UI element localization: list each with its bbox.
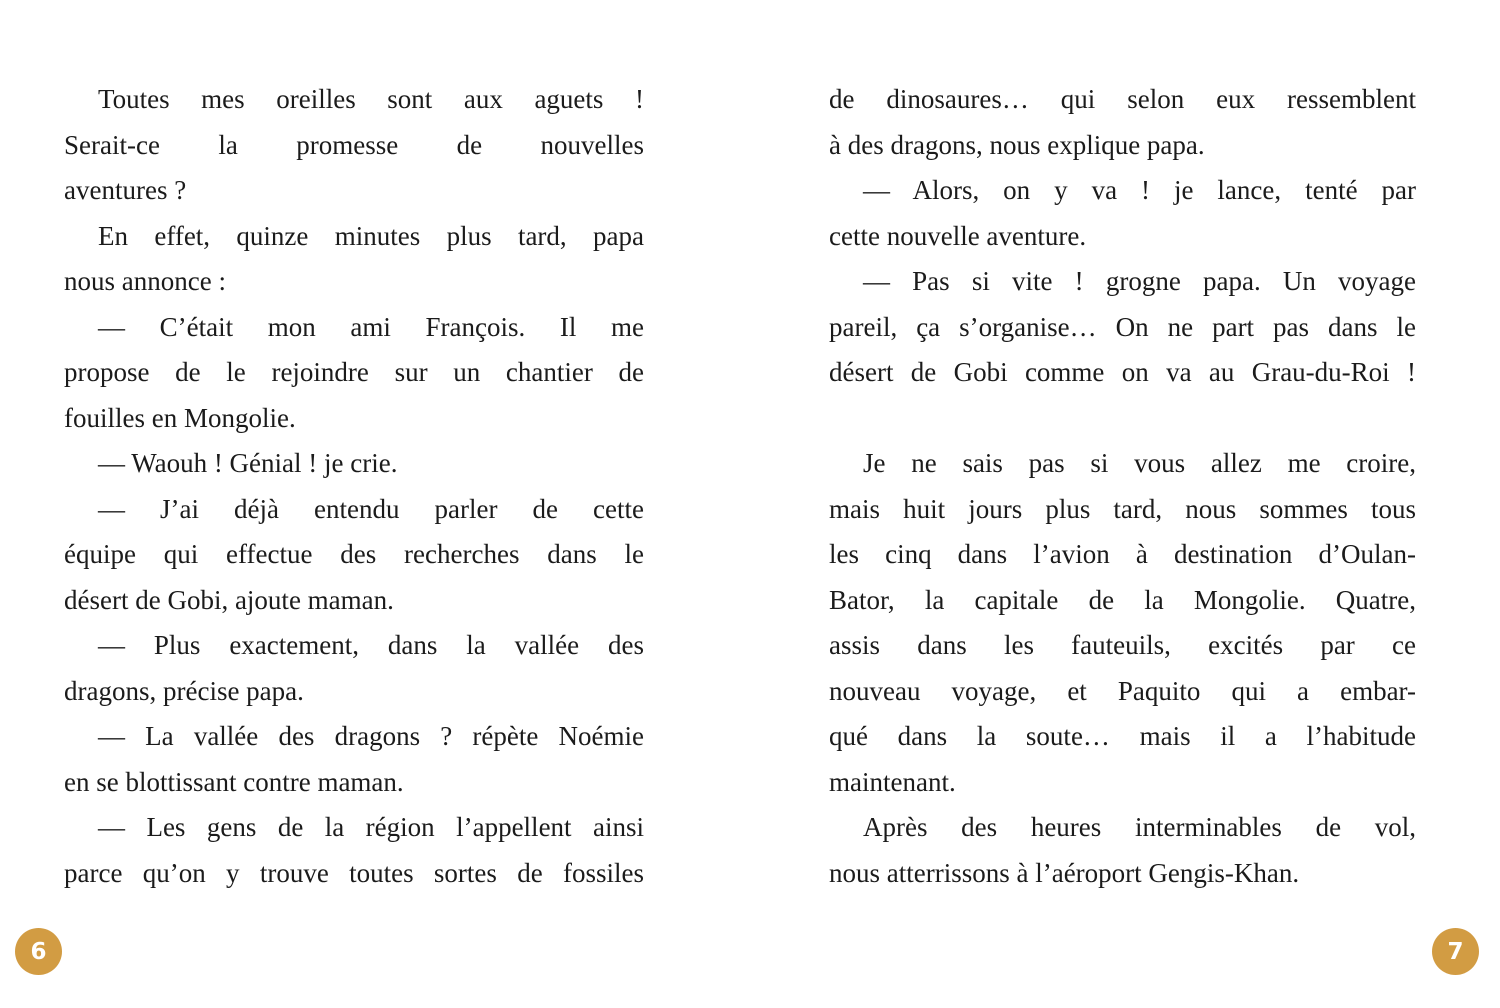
text-line: — Alors, on y va ! je lance, tenté par — [863, 175, 1416, 205]
text-line: désert de Gobi comme on va au Grau-du-Roi ! — [829, 357, 1416, 387]
text-line: — C’était mon ami François. Il me — [98, 311, 644, 342]
text-line: assis dans les fauteuils, excités par ce — [829, 630, 1416, 660]
text-line: Après des heures interminables de vol, — [863, 812, 1416, 842]
right-page-text — [829, 77, 1416, 896]
text-line: parce qu’on y trouve toutes sortes de fossiles — [64, 857, 644, 888]
text-line: — Plus exactement, dans la vallée des — [98, 630, 644, 660]
text-line: aventures ? — [64, 175, 187, 205]
text-line: qué dans la soute… mais il a l’habitude — [829, 721, 1416, 751]
text-line: cette nouvelle aventure. — [829, 220, 1087, 251]
text-line: de dinosaures… qui selon eux ressemblent — [829, 84, 1416, 114]
text-line: nous annonce : — [64, 266, 226, 296]
text-line: En effet, quinze minutes plus tard, papa — [98, 220, 644, 251]
text-line: propose de le rejoindre sur un chantier de — [64, 357, 644, 387]
page-number-right — [1432, 928, 1479, 975]
text-line: Bator, la capitale de la Mongolie. Quatre, — [829, 584, 1416, 615]
text-line: maintenant. — [829, 766, 956, 797]
text-line: les cinq dans l’avion à destination d’Oulan- — [829, 539, 1416, 569]
page-number-right-value: 7 — [1447, 938, 1464, 965]
text-line: nouveau voyage, et Paquito qui a embar- — [829, 675, 1416, 706]
text-line: Serait-ce la promesse de nouvelles — [64, 129, 644, 160]
blank-line — [829, 396, 1416, 442]
text-line: en se blottissant contre maman. — [64, 766, 404, 797]
page-number-left-value: 6 — [30, 938, 47, 965]
text-line: Toutes mes oreilles sont aux aguets ! — [98, 84, 644, 114]
text-line: — La vallée des dragons ? répète Noémie — [98, 721, 644, 751]
text-line: à des dragons, nous explique papa. — [829, 129, 1205, 160]
text-line: dragons, précise papa. — [64, 675, 304, 706]
text-line: — Waouh ! Génial ! je crie. — [98, 448, 398, 478]
text-line: pareil, ça s’organise… On ne part pas dans le — [829, 311, 1416, 342]
text-line: — Les gens de la région l’appellent ainsi — [98, 812, 644, 842]
text-line: mais huit jours plus tard, nous sommes tous — [829, 493, 1416, 524]
text-line: — J’ai déjà entendu parler de cette — [98, 493, 644, 524]
text-line: désert de Gobi, ajoute maman. — [64, 584, 394, 615]
text-line: fouilles en Mongolie. — [64, 402, 296, 433]
left-page-text — [64, 77, 644, 896]
text-line: nous atterrissons à l’aéroport Gengis-Khan. — [829, 857, 1300, 888]
page-number-left — [15, 928, 62, 975]
text-line: équipe qui effectue des recherches dans le — [64, 539, 644, 569]
text-line: — Pas si vite ! grogne papa. Un voyage — [863, 266, 1416, 296]
text-line: Je ne sais pas si vous allez me croire, — [863, 448, 1416, 478]
